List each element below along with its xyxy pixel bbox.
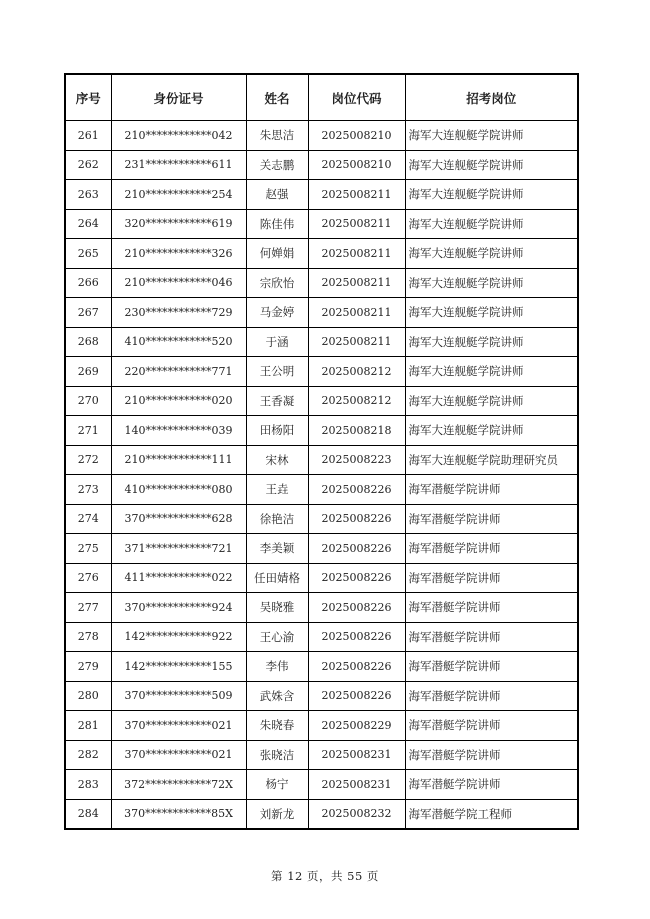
table-cell-post-title: 海军大连舰艇学院讲师 <box>405 357 578 387</box>
table-cell-seq: 277 <box>65 593 111 623</box>
table-cell-seq: 282 <box>65 740 111 770</box>
table-cell-id-number: 411************022 <box>111 563 246 593</box>
table-cell-id-number: 370************509 <box>111 681 246 711</box>
col-header-post-code: 岗位代码 <box>308 74 405 121</box>
col-header-post-title: 招考岗位 <box>405 74 578 121</box>
table-cell-seq: 262 <box>65 150 111 180</box>
table-row <box>65 622 578 652</box>
table-cell-name: 王垚 <box>246 475 308 505</box>
table-cell-id-number: 370************924 <box>111 593 246 623</box>
table-cell-id-number: 220************771 <box>111 357 246 387</box>
table-cell-seq: 283 <box>65 770 111 800</box>
table-row <box>65 681 578 711</box>
table-cell-post-title: 海军大连舰艇学院讲师 <box>405 209 578 239</box>
table-cell-post-title: 海军潜艇学院讲师 <box>405 770 578 800</box>
table-cell-name: 吴晓雅 <box>246 593 308 623</box>
table-cell-post-code: 2025008226 <box>308 504 405 534</box>
table-row <box>65 209 578 239</box>
table-cell-name: 李美颖 <box>246 534 308 564</box>
table-cell-seq: 274 <box>65 504 111 534</box>
table-cell-post-code: 2025008226 <box>308 681 405 711</box>
table-cell-post-title: 海军大连舰艇学院讲师 <box>405 327 578 357</box>
table-cell-id-number: 370************85X <box>111 799 246 829</box>
table-cell-name: 马金婷 <box>246 298 308 328</box>
table-cell-id-number: 370************021 <box>111 711 246 741</box>
table-row <box>65 445 578 475</box>
table-cell-seq: 261 <box>65 121 111 151</box>
table-cell-post-title: 海军潜艇学院讲师 <box>405 593 578 623</box>
table-cell-name: 朱思洁 <box>246 121 308 151</box>
table-cell-name: 李伟 <box>246 652 308 682</box>
table-cell-name: 武姝含 <box>246 681 308 711</box>
table-cell-post-code: 2025008223 <box>308 445 405 475</box>
table-cell-name: 王公明 <box>246 357 308 387</box>
table-cell-post-title: 海军潜艇学院讲师 <box>405 740 578 770</box>
table-cell-name: 杨宁 <box>246 770 308 800</box>
table-cell-id-number: 210************326 <box>111 239 246 269</box>
table-cell-name: 于涵 <box>246 327 308 357</box>
table-cell-id-number: 320************619 <box>111 209 246 239</box>
table-cell-post-title: 海军潜艇学院讲师 <box>405 652 578 682</box>
table-body <box>65 121 578 830</box>
table-cell-seq: 280 <box>65 681 111 711</box>
table-cell-name: 宗欣怡 <box>246 268 308 298</box>
col-header-id-number: 身份证号 <box>111 74 246 121</box>
table-cell-post-code: 2025008211 <box>308 268 405 298</box>
table-cell-id-number: 210************254 <box>111 180 246 210</box>
table-cell-name: 刘新龙 <box>246 799 308 829</box>
table-cell-post-code: 2025008226 <box>308 652 405 682</box>
table-cell-post-code: 2025008226 <box>308 622 405 652</box>
table-cell-post-code: 2025008211 <box>308 327 405 357</box>
table-cell-post-title: 海军潜艇学院讲师 <box>405 711 578 741</box>
table-cell-post-title: 海军大连舰艇学院讲师 <box>405 298 578 328</box>
table-row <box>65 298 578 328</box>
table-row <box>65 150 578 180</box>
table-cell-post-title: 海军大连舰艇学院讲师 <box>405 416 578 446</box>
table-row <box>65 652 578 682</box>
table-cell-post-title: 海军潜艇学院讲师 <box>405 563 578 593</box>
table-cell-seq: 272 <box>65 445 111 475</box>
table-cell-post-title: 海军潜艇学院讲师 <box>405 475 578 505</box>
table-cell-name: 王心渝 <box>246 622 308 652</box>
table-cell-name: 任田婧格 <box>246 563 308 593</box>
table-row <box>65 770 578 800</box>
table-cell-seq: 265 <box>65 239 111 269</box>
table-row <box>65 504 578 534</box>
page-indicator: 第 12 页，共 55 页 <box>271 869 379 883</box>
table-row <box>65 121 578 151</box>
table-cell-seq: 266 <box>65 268 111 298</box>
table-cell-post-code: 2025008229 <box>308 711 405 741</box>
table-cell-seq: 273 <box>65 475 111 505</box>
table-cell-post-code: 2025008231 <box>308 740 405 770</box>
table-cell-id-number: 372************72X <box>111 770 246 800</box>
table-cell-post-code: 2025008226 <box>308 593 405 623</box>
table-cell-name: 陈佳伟 <box>246 209 308 239</box>
table-cell-post-code: 2025008210 <box>308 150 405 180</box>
table-cell-name: 王香凝 <box>246 386 308 416</box>
table-cell-seq: 284 <box>65 799 111 829</box>
table-cell-seq: 278 <box>65 622 111 652</box>
table-row <box>65 563 578 593</box>
table-row <box>65 180 578 210</box>
table-cell-id-number: 230************729 <box>111 298 246 328</box>
table-cell-post-code: 2025008226 <box>308 534 405 564</box>
table-cell-post-title: 海军潜艇学院工程师 <box>405 799 578 829</box>
table-cell-post-code: 2025008211 <box>308 180 405 210</box>
table-row <box>65 534 578 564</box>
table-cell-id-number: 140************039 <box>111 416 246 446</box>
table-cell-seq: 276 <box>65 563 111 593</box>
roster-table <box>64 73 579 830</box>
table-cell-id-number: 410************520 <box>111 327 246 357</box>
table-cell-id-number: 210************020 <box>111 386 246 416</box>
table-cell-post-code: 2025008212 <box>308 386 405 416</box>
table-cell-id-number: 370************021 <box>111 740 246 770</box>
table-cell-post-code: 2025008211 <box>308 209 405 239</box>
table-row <box>65 239 578 269</box>
table-cell-seq: 279 <box>65 652 111 682</box>
table-row <box>65 268 578 298</box>
table-cell-seq: 275 <box>65 534 111 564</box>
table-row <box>65 711 578 741</box>
table-row <box>65 386 578 416</box>
table-cell-name: 朱晓春 <box>246 711 308 741</box>
table-row <box>65 799 578 829</box>
table-cell-post-code: 2025008232 <box>308 799 405 829</box>
table-cell-id-number: 371************721 <box>111 534 246 564</box>
table-cell-post-code: 2025008226 <box>308 475 405 505</box>
table-row <box>65 327 578 357</box>
table-cell-post-code: 2025008211 <box>308 298 405 328</box>
table-cell-name: 何婵娟 <box>246 239 308 269</box>
table-cell-post-title: 海军潜艇学院讲师 <box>405 534 578 564</box>
page-footer <box>0 868 650 884</box>
table-cell-name: 徐艳洁 <box>246 504 308 534</box>
table-cell-seq: 264 <box>65 209 111 239</box>
table-row <box>65 416 578 446</box>
table-cell-id-number: 142************155 <box>111 652 246 682</box>
table-cell-post-code: 2025008231 <box>308 770 405 800</box>
table-cell-seq: 263 <box>65 180 111 210</box>
table-cell-name: 张晓洁 <box>246 740 308 770</box>
table-cell-id-number: 210************111 <box>111 445 246 475</box>
table-cell-post-title: 海军大连舰艇学院讲师 <box>405 268 578 298</box>
table-cell-post-title: 海军大连舰艇学院讲师 <box>405 386 578 416</box>
table-cell-name: 田杨阳 <box>246 416 308 446</box>
table-cell-id-number: 370************628 <box>111 504 246 534</box>
table-cell-seq: 267 <box>65 298 111 328</box>
table-cell-post-code: 2025008218 <box>308 416 405 446</box>
table-cell-post-title: 海军大连舰艇学院讲师 <box>405 150 578 180</box>
table-cell-seq: 281 <box>65 711 111 741</box>
table-cell-id-number: 210************046 <box>111 268 246 298</box>
col-header-name: 姓名 <box>246 74 308 121</box>
table-row <box>65 740 578 770</box>
table-cell-post-code: 2025008211 <box>308 239 405 269</box>
table-cell-id-number: 231************611 <box>111 150 246 180</box>
table-row <box>65 593 578 623</box>
table-cell-post-title: 海军潜艇学院讲师 <box>405 681 578 711</box>
table-cell-post-title: 海军大连舰艇学院讲师 <box>405 180 578 210</box>
table-cell-id-number: 410************080 <box>111 475 246 505</box>
table-cell-post-title: 海军大连舰艇学院讲师 <box>405 239 578 269</box>
table-cell-post-title: 海军大连舰艇学院讲师 <box>405 121 578 151</box>
table-cell-post-title: 海军潜艇学院讲师 <box>405 504 578 534</box>
table-cell-seq: 268 <box>65 327 111 357</box>
table-cell-post-code: 2025008226 <box>308 563 405 593</box>
table-cell-post-code: 2025008210 <box>308 121 405 151</box>
table-cell-id-number: 210************042 <box>111 121 246 151</box>
table-cell-name: 宋林 <box>246 445 308 475</box>
table-row <box>65 357 578 387</box>
table-cell-name: 赵强 <box>246 180 308 210</box>
table-row <box>65 475 578 505</box>
table-cell-seq: 270 <box>65 386 111 416</box>
table-cell-post-title: 海军大连舰艇学院助理研究员 <box>405 445 578 475</box>
col-header-seq: 序号 <box>65 74 111 121</box>
table-cell-post-title: 海军潜艇学院讲师 <box>405 622 578 652</box>
table-cell-id-number: 142************922 <box>111 622 246 652</box>
table-cell-seq: 271 <box>65 416 111 446</box>
table-cell-post-code: 2025008212 <box>308 357 405 387</box>
table-header-row <box>65 74 578 121</box>
table-cell-seq: 269 <box>65 357 111 387</box>
table-cell-name: 关志鹏 <box>246 150 308 180</box>
